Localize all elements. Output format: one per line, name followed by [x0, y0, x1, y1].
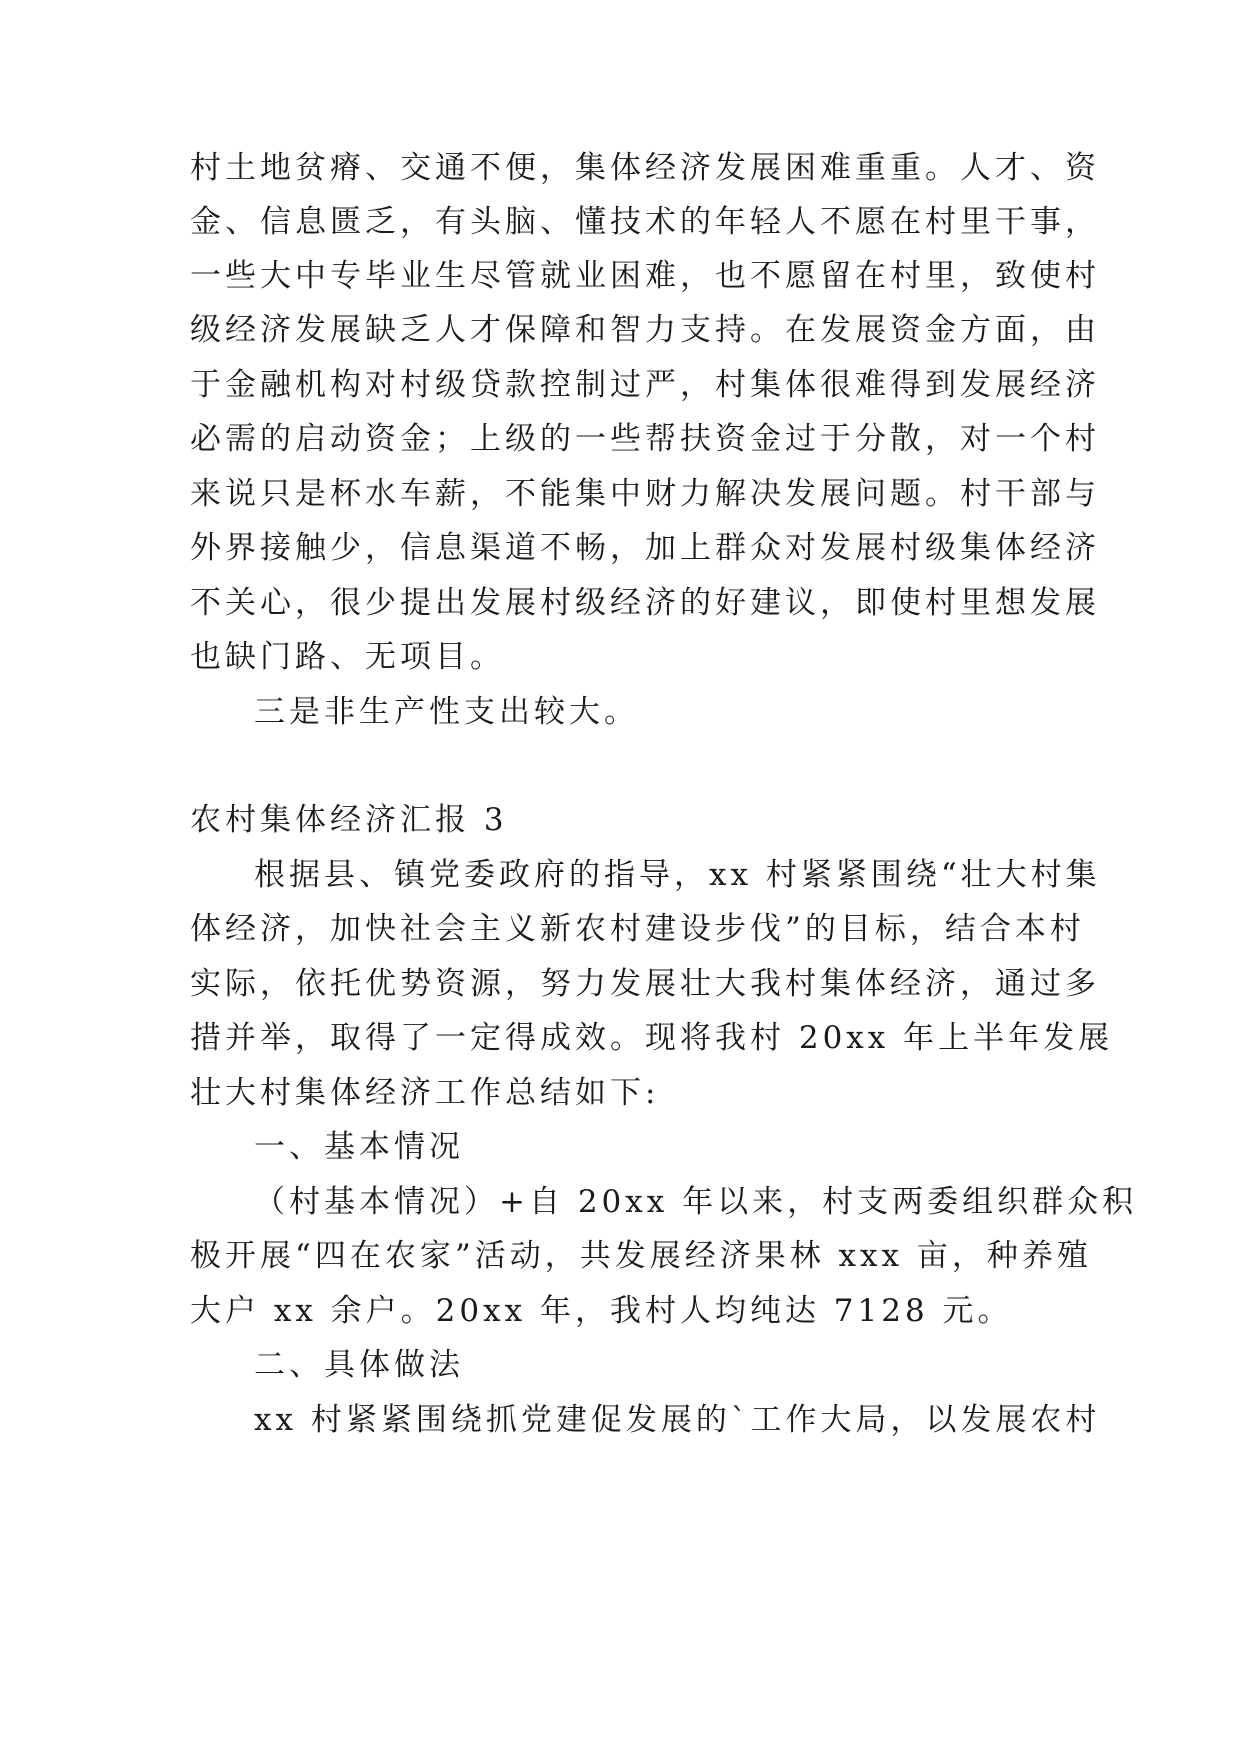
- paragraph-line: 实际，依托优势资源，努力发展壮大我村集体经济，通过多: [190, 966, 1100, 1002]
- subheading-basic-situation: 一、基本情况: [254, 1129, 464, 1165]
- paragraph-line: 村土地贫瘠、交通不便，集体经济发展困难重重。人才、资: [190, 150, 1100, 186]
- paragraph-line: 三是非生产性支出较大。: [254, 694, 639, 730]
- paragraph-line: 必需的启动资金；上级的一些帮扶资金过于分散，对一个村: [190, 421, 1100, 457]
- paragraph-line: 于金融机构对村级贷款控制过严，村集体很难得到发展经济: [190, 367, 1100, 403]
- subheading-specific-methods: 二、具体做法: [254, 1347, 464, 1383]
- paragraph-line: 也缺门路、无项目。: [190, 639, 505, 675]
- paragraph-line: 根据县、镇党委政府的指导，xx 村紧紧围绕“壮大村集: [254, 857, 1101, 893]
- paragraph-line: 大户 xx 余户。20xx 年，我村人均纯达 7128 元。: [190, 1293, 1013, 1329]
- paragraph-line: 极开展“四在农家”活动，共发展经济果林 xxx 亩，种养殖: [190, 1238, 1092, 1274]
- paragraph-line: （村基本情况）+自 20xx 年以来，村支两委组织群众积: [254, 1184, 1138, 1220]
- section-title: 农村集体经济汇报 3: [190, 802, 508, 838]
- paragraph-line: xx 村紧紧围绕抓党建促发展的`工作大局，以发展农村: [254, 1402, 1101, 1438]
- paragraph-line: 壮大村集体经济工作总结如下:: [190, 1075, 660, 1111]
- paragraph-line: 一些大中专毕业生尽管就业困难，也不愿留在村里，致使村: [190, 258, 1100, 294]
- paragraph-line: 外界接触少，信息渠道不畅，加上群众对发展村级集体经济: [190, 530, 1100, 566]
- paragraph-line: 来说只是杯水车薪，不能集中财力解决发展问题。村干部与: [190, 476, 1100, 512]
- paragraph-line: 体经济，加快社会主义新农村建设步伐”的目标，结合本村: [190, 911, 1085, 947]
- paragraph-line: 级经济发展缺乏人才保障和智力支持。在发展资金方面，由: [190, 312, 1100, 348]
- paragraph-line: 金、信息匮乏，有头脑、懂技术的年轻人不愿在村里干事，: [190, 204, 1100, 240]
- paragraph-line: 措并举，取得了一定得成效。现将我村 20xx 年上半年发展: [190, 1020, 1114, 1056]
- paragraph-line: 不关心，很少提出发展村级经济的好建议，即使村里想发展: [190, 585, 1100, 621]
